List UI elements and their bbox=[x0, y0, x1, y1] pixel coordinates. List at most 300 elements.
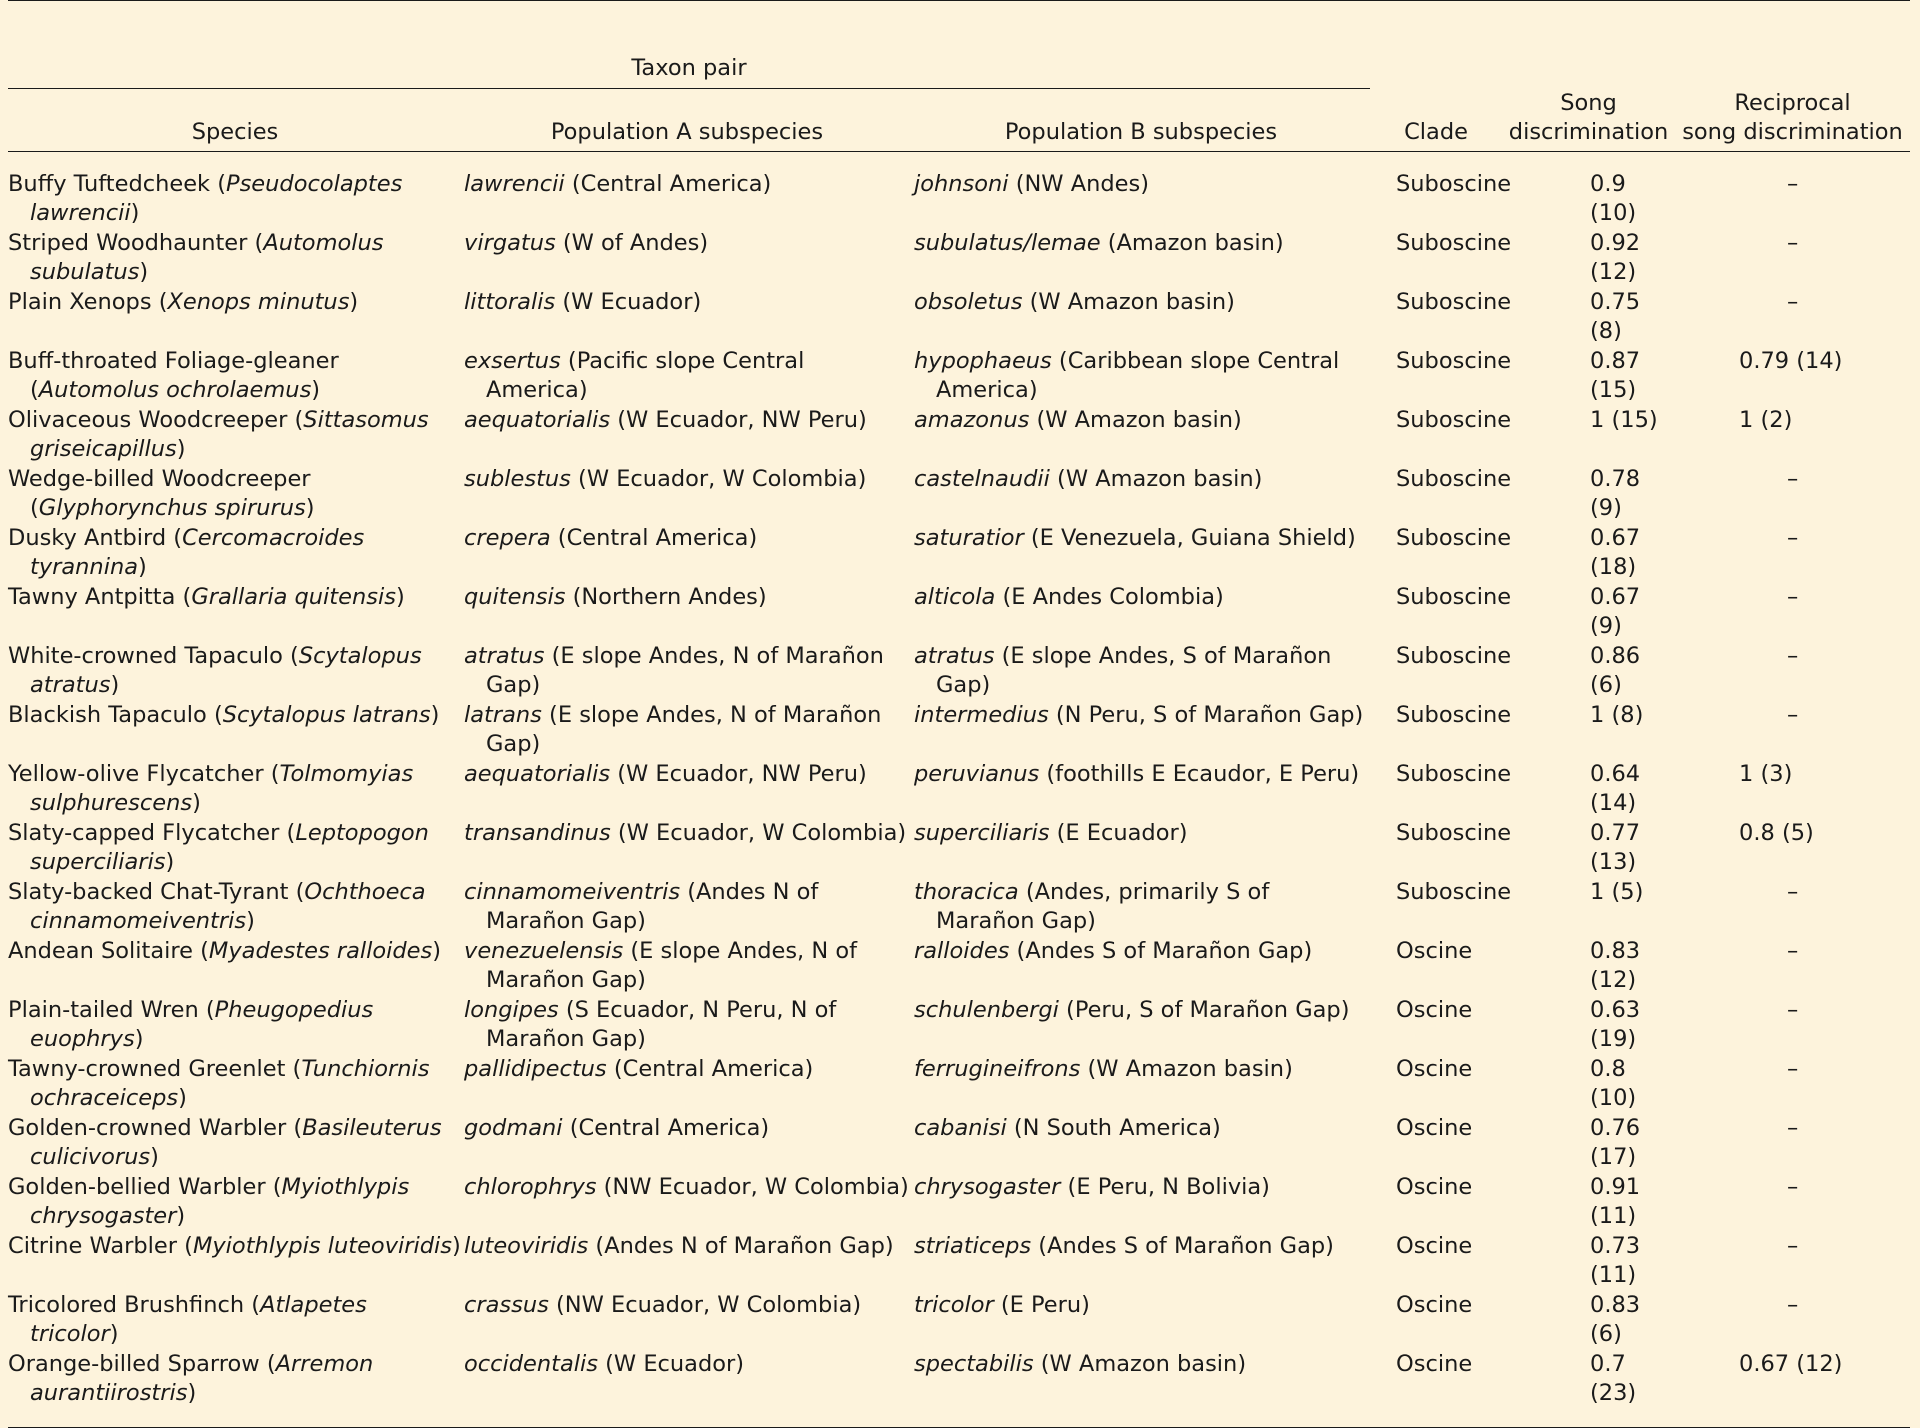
species-close-paren: ) bbox=[165, 848, 175, 875]
reciprocal-discrimination-cell: 0.8 (5) bbox=[1739, 819, 1814, 846]
species-scientific-name: Scytalopus atratus bbox=[30, 642, 422, 698]
species-cell bbox=[8, 1232, 462, 1291]
subspecies-name: sublestus bbox=[464, 465, 571, 492]
subspecies-range: (W Ecuador, W Colombia) bbox=[570, 465, 867, 492]
song-discrimination-cell: 0.7 (23) bbox=[1502, 1350, 1675, 1428]
population-b-text bbox=[914, 229, 1370, 258]
species-cell bbox=[8, 701, 462, 760]
reciprocal-discrimination-cell: – bbox=[1787, 524, 1799, 551]
subspecies-name: saturatior bbox=[914, 524, 1024, 551]
subspecies-range: (N South America) bbox=[1006, 1114, 1221, 1141]
population-b-cell bbox=[912, 1173, 1370, 1232]
clade-cell: Suboscine bbox=[1396, 288, 1512, 315]
subspecies-name: peruvianus bbox=[914, 760, 1040, 787]
population-b-cell bbox=[912, 1350, 1370, 1428]
species-name bbox=[8, 1173, 462, 1231]
population-a-text bbox=[464, 524, 912, 553]
species-close-paren: ) bbox=[139, 258, 149, 285]
species-name bbox=[8, 996, 462, 1054]
population-b-cell bbox=[912, 1232, 1370, 1291]
species-scientific-name: Automolus subulatus bbox=[30, 229, 384, 285]
population-b-cell bbox=[912, 465, 1370, 524]
song-discrimination-cell: 0.67 (9) bbox=[1590, 583, 1641, 639]
subspecies-name: intermedius bbox=[914, 701, 1049, 728]
data-table-container bbox=[8, 0, 1910, 1428]
subspecies-name: castelnaudii bbox=[914, 465, 1050, 492]
population-b-text bbox=[914, 1291, 1370, 1320]
species-cell bbox=[8, 996, 462, 1055]
species-common-name: Citrine Warbler ( bbox=[8, 1232, 193, 1259]
species-common-name: Dusky Antbird ( bbox=[8, 524, 183, 551]
table-row bbox=[8, 1291, 1910, 1350]
population-b-cell bbox=[912, 151, 1370, 229]
species-cell bbox=[8, 288, 462, 347]
species-common-name: Golden-crowned Warbler ( bbox=[8, 1114, 303, 1141]
clade-cell: Oscine bbox=[1370, 1350, 1502, 1428]
species-name bbox=[8, 1114, 462, 1172]
population-a-text bbox=[464, 701, 912, 759]
table-row bbox=[8, 701, 1910, 760]
reciprocal-discrimination-cell: – bbox=[1787, 1291, 1799, 1318]
population-a-text bbox=[464, 760, 912, 789]
species-close-paren: ) bbox=[176, 435, 186, 462]
species-common-name: Buffy Tuftedcheek ( bbox=[8, 170, 227, 197]
species-name bbox=[8, 760, 462, 818]
table-row bbox=[8, 406, 1910, 465]
species-close-paren: ) bbox=[110, 671, 120, 698]
species-common-name: Slaty-capped Flycatcher ( bbox=[8, 819, 296, 846]
reciprocal-discrimination-cell: – bbox=[1787, 229, 1799, 256]
population-b-text bbox=[914, 996, 1370, 1025]
species-cell bbox=[8, 1350, 462, 1428]
species-close-paren: ) bbox=[349, 288, 359, 315]
population-b-cell bbox=[912, 760, 1370, 819]
population-b-text bbox=[914, 465, 1370, 494]
population-b-cell bbox=[912, 1114, 1370, 1173]
population-a-text bbox=[464, 1055, 912, 1084]
subspecies-range: (Andes N of Marañon Gap) bbox=[486, 878, 819, 934]
population-a-text bbox=[464, 229, 912, 258]
song-discrimination-cell: 1 (15) bbox=[1590, 406, 1658, 433]
subspecies-range: (E slope Andes, N of Marañon Gap) bbox=[486, 701, 882, 757]
reciprocal-discrimination-cell: – bbox=[1787, 1232, 1799, 1259]
subspecies-name: lawrencii bbox=[464, 170, 565, 197]
subspecies-name: quitensis bbox=[464, 583, 566, 610]
population-b-text bbox=[914, 819, 1370, 848]
population-a-text bbox=[464, 288, 912, 317]
header-song-discrimination bbox=[1502, 89, 1675, 152]
subspecies-name: chlorophrys bbox=[464, 1173, 597, 1200]
species-cell bbox=[8, 151, 462, 229]
table-row bbox=[8, 347, 1910, 406]
population-b-text bbox=[914, 1055, 1370, 1084]
species-cell bbox=[8, 583, 462, 642]
species-scientific-name: Glyphorynchus spirurus bbox=[38, 494, 306, 521]
subspecies-name: obsoletus bbox=[914, 288, 1023, 315]
population-b-text bbox=[914, 937, 1370, 966]
subspecies-name: pallidipectus bbox=[464, 1055, 607, 1082]
population-b-text bbox=[914, 1232, 1370, 1261]
species-scientific-name: Grallaria quitensis bbox=[191, 583, 396, 610]
species-cell bbox=[8, 524, 462, 583]
population-b-cell bbox=[912, 878, 1370, 937]
song-discrimination-cell: 0.63 (19) bbox=[1590, 996, 1641, 1052]
species-scientific-name: Cercomacroides tyrannina bbox=[30, 524, 365, 580]
table-row bbox=[8, 229, 1910, 288]
population-a-text bbox=[464, 1291, 912, 1320]
clade-cell: Suboscine bbox=[1396, 701, 1512, 728]
species-scientific-name: Tolmomyias sulphurescens bbox=[30, 760, 414, 816]
subspecies-name: aequatorialis bbox=[464, 406, 611, 433]
reciprocal-discrimination-cell: – bbox=[1787, 170, 1799, 197]
clade-cell: Oscine bbox=[1396, 1173, 1473, 1200]
species-common-name: Slaty-backed Chat-Tyrant ( bbox=[8, 878, 305, 905]
clade-cell: Oscine bbox=[1396, 1114, 1473, 1141]
subspecies-name: alticola bbox=[914, 583, 996, 610]
table-row bbox=[8, 583, 1910, 642]
clade-cell: Oscine bbox=[1396, 1055, 1473, 1082]
population-a-text bbox=[464, 465, 912, 494]
species-name bbox=[8, 406, 462, 464]
subspecies-range: (NW Ecuador, W Colombia) bbox=[596, 1173, 909, 1200]
population-b-text bbox=[914, 760, 1370, 789]
subspecies-name: subulatus/lemae bbox=[914, 229, 1101, 256]
subspecies-range: (S Ecuador, N Peru, N of Marañon Gap) bbox=[486, 996, 837, 1052]
population-a-cell bbox=[462, 347, 912, 406]
subspecies-range: (E slope Andes, S of Marañon Gap) bbox=[936, 642, 1332, 698]
species-close-paren: ) bbox=[130, 199, 140, 226]
table-row bbox=[8, 1350, 1910, 1428]
population-a-cell bbox=[462, 406, 912, 465]
clade-cell: Suboscine bbox=[1396, 229, 1512, 256]
population-b-cell bbox=[912, 229, 1370, 288]
species-cell bbox=[8, 406, 462, 465]
species-close-paren: ) bbox=[150, 1143, 159, 1170]
population-a-text bbox=[464, 1232, 912, 1261]
header-species: Species bbox=[8, 89, 462, 152]
species-cell bbox=[8, 878, 462, 937]
table-row bbox=[8, 465, 1910, 524]
species-close-paren: ) bbox=[452, 1232, 461, 1259]
clade-cell: Suboscine bbox=[1396, 760, 1512, 787]
table-row bbox=[8, 996, 1910, 1055]
subspecies-name: longipes bbox=[464, 996, 559, 1023]
subspecies-name: venezuelensis bbox=[464, 937, 624, 964]
subspecies-range: (Andes S of Marañon Gap) bbox=[1031, 1232, 1334, 1259]
species-name bbox=[8, 642, 462, 700]
population-b-cell bbox=[912, 642, 1370, 701]
population-a-cell bbox=[462, 1114, 912, 1173]
population-b-cell bbox=[912, 701, 1370, 760]
subspecies-name: chrysogaster bbox=[914, 1173, 1061, 1200]
header-song-line2: discrimination bbox=[1508, 118, 1669, 145]
species-name bbox=[8, 1291, 462, 1349]
population-a-text bbox=[464, 347, 912, 405]
subspecies-range: (NW Andes) bbox=[1008, 170, 1149, 197]
table-row bbox=[8, 878, 1910, 937]
subspecies-range: (Northern Andes) bbox=[565, 583, 767, 610]
population-b-text bbox=[914, 583, 1370, 612]
subspecies-range: (foothills E Ecaudor, E Peru) bbox=[1039, 760, 1360, 787]
population-a-cell bbox=[462, 151, 912, 229]
song-discrimination-cell: 0.83 (6) bbox=[1590, 1291, 1641, 1347]
species-scientific-name: Xenops minutus bbox=[167, 288, 350, 315]
subspecies-range: (Central America) bbox=[606, 1055, 814, 1082]
subspecies-range: (NW Ecuador, W Colombia) bbox=[548, 1291, 862, 1318]
species-close-paren: ) bbox=[109, 1320, 119, 1347]
species-common-name: Olivaceous Woodcreeper ( bbox=[8, 406, 304, 433]
song-discrimination-cell: 0.91 (11) bbox=[1590, 1173, 1641, 1229]
clade-cell: Oscine bbox=[1396, 937, 1473, 964]
subspecies-name: latrans bbox=[464, 701, 542, 728]
subspecies-range: (W Ecuador) bbox=[555, 288, 702, 315]
population-b-text bbox=[914, 878, 1370, 936]
clade-cell: Suboscine bbox=[1396, 406, 1512, 433]
subspecies-name: littoralis bbox=[464, 288, 556, 315]
subspecies-name: aequatorialis bbox=[464, 760, 611, 787]
table-body bbox=[8, 151, 1910, 1427]
population-a-cell bbox=[462, 760, 912, 819]
table-row bbox=[8, 524, 1910, 583]
population-b-text bbox=[914, 1350, 1370, 1379]
song-discrimination-cell: 0.83 (12) bbox=[1590, 937, 1641, 993]
subspecies-range: (Amazon basin) bbox=[1100, 229, 1284, 256]
subspecies-name: cabanisi bbox=[914, 1114, 1007, 1141]
song-discrimination-cell: 1 (8) bbox=[1590, 701, 1644, 728]
species-cell bbox=[8, 819, 462, 878]
species-close-paren: ) bbox=[395, 583, 405, 610]
population-b-text bbox=[914, 1114, 1370, 1143]
header-population-a: Population A subspecies bbox=[462, 89, 912, 152]
subspecies-range: (W Ecuador, W Colombia) bbox=[610, 819, 907, 846]
reciprocal-discrimination-cell: – bbox=[1787, 288, 1799, 315]
song-discrimination-cell: 0.92 (12) bbox=[1590, 229, 1641, 285]
clade-cell: Oscine bbox=[1396, 996, 1473, 1023]
reciprocal-discrimination-cell: – bbox=[1787, 1173, 1799, 1200]
clade-cell: Suboscine bbox=[1396, 642, 1512, 669]
species-cell bbox=[8, 347, 462, 406]
subspecies-name: tricolor bbox=[914, 1291, 994, 1318]
species-scientific-name: Arremon aurantiirostris bbox=[30, 1350, 374, 1406]
species-name bbox=[8, 229, 462, 287]
reciprocal-discrimination-cell: – bbox=[1787, 1055, 1799, 1082]
header-recip-line2: song discrimination bbox=[1682, 118, 1903, 145]
subspecies-range: (Andes N of Marañon Gap) bbox=[588, 1232, 894, 1259]
species-common-name: White-crowned Tapaculo ( bbox=[8, 642, 299, 669]
subspecies-name: amazonus bbox=[914, 406, 1030, 433]
subspecies-range: (E slope Andes, N of Marañon Gap) bbox=[486, 642, 884, 698]
species-cell bbox=[8, 1173, 462, 1232]
species-name bbox=[8, 288, 462, 317]
population-a-text bbox=[464, 642, 912, 700]
population-a-text bbox=[464, 1114, 912, 1143]
clade-cell: Suboscine bbox=[1396, 819, 1512, 846]
population-b-cell bbox=[912, 288, 1370, 347]
population-b-text bbox=[914, 288, 1370, 317]
subspecies-range: (W Ecuador, NW Peru) bbox=[610, 406, 867, 433]
species-common-name: Wedge-billed Woodcreeper ( bbox=[8, 465, 311, 521]
species-close-paren: ) bbox=[430, 701, 440, 728]
subspecies-range: (W Amazon basin) bbox=[1080, 1055, 1293, 1082]
species-close-paren: ) bbox=[305, 494, 315, 521]
subspecies-range: (E Andes Colombia) bbox=[995, 583, 1224, 610]
table-row bbox=[8, 1055, 1910, 1114]
clade-cell: Suboscine bbox=[1396, 465, 1512, 492]
population-a-text bbox=[464, 406, 912, 435]
table-row bbox=[8, 1114, 1910, 1173]
species-name bbox=[8, 1350, 462, 1408]
population-a-cell bbox=[462, 878, 912, 937]
reciprocal-discrimination-cell: 1 (2) bbox=[1739, 406, 1793, 433]
population-a-text bbox=[464, 583, 912, 612]
reciprocal-discrimination-cell: – bbox=[1787, 583, 1799, 610]
species-scientific-name: Sittasomus griseicapillus bbox=[30, 406, 429, 462]
subspecies-name: occidentalis bbox=[464, 1350, 598, 1377]
population-a-text bbox=[464, 819, 912, 848]
population-a-text bbox=[464, 937, 912, 995]
subspecies-name: luteoviridis bbox=[464, 1232, 589, 1259]
species-common-name: Tawny Antpitta ( bbox=[8, 583, 192, 610]
table-row bbox=[8, 288, 1910, 347]
species-scientific-name: Atlapetes tricolor bbox=[30, 1291, 367, 1347]
song-discrimination-cell: 0.64 (14) bbox=[1590, 760, 1641, 816]
species-name bbox=[8, 465, 462, 523]
subspecies-name: exsertus bbox=[464, 347, 561, 374]
species-common-name: Tricolored Brushfinch ( bbox=[8, 1291, 261, 1318]
table-row bbox=[8, 760, 1910, 819]
species-close-paren: ) bbox=[432, 937, 442, 964]
subspecies-range: (E Ecuador) bbox=[1049, 819, 1188, 846]
population-b-cell bbox=[912, 1055, 1370, 1114]
taxon-pair-table bbox=[8, 0, 1910, 1428]
population-a-text bbox=[464, 170, 912, 199]
reciprocal-discrimination-cell: – bbox=[1787, 642, 1799, 669]
subspecies-range: (W of Andes) bbox=[555, 229, 709, 256]
species-common-name: Golden-bellied Warbler ( bbox=[8, 1173, 282, 1200]
population-a-text bbox=[464, 996, 912, 1054]
species-name bbox=[8, 1055, 462, 1113]
species-close-paren: ) bbox=[134, 1025, 144, 1052]
population-a-text bbox=[464, 878, 912, 936]
species-name bbox=[8, 878, 462, 936]
population-a-cell bbox=[462, 937, 912, 996]
clade-cell: Suboscine bbox=[1396, 170, 1512, 197]
population-b-cell bbox=[912, 937, 1370, 996]
subspecies-name: striaticeps bbox=[914, 1232, 1032, 1259]
population-b-text bbox=[914, 347, 1370, 405]
species-close-paren: ) bbox=[192, 789, 201, 816]
species-name bbox=[8, 524, 462, 582]
reciprocal-discrimination-cell: – bbox=[1787, 937, 1799, 964]
species-scientific-name: Tunchiornis ochraceiceps bbox=[30, 1055, 430, 1111]
song-discrimination-cell: 0.86 (6) bbox=[1590, 642, 1641, 698]
species-cell bbox=[8, 937, 462, 996]
population-a-cell bbox=[462, 1350, 912, 1428]
subspecies-name: johnsoni bbox=[914, 170, 1009, 197]
species-common-name: Tawny-crowned Greenlet ( bbox=[8, 1055, 302, 1082]
population-b-cell bbox=[912, 347, 1370, 406]
species-close-paren: ) bbox=[176, 1202, 186, 1229]
population-b-cell bbox=[912, 996, 1370, 1055]
population-b-text bbox=[914, 701, 1370, 730]
subspecies-name: godmani bbox=[464, 1114, 563, 1141]
species-name bbox=[8, 1232, 462, 1261]
song-discrimination-cell: 0.76 (17) bbox=[1590, 1114, 1641, 1170]
song-discrimination-cell: 0.77 (13) bbox=[1590, 819, 1641, 875]
species-name bbox=[8, 937, 462, 966]
subspecies-range: (Peru, S of Marañon Gap) bbox=[1058, 996, 1350, 1023]
reciprocal-discrimination-cell: 1 (3) bbox=[1739, 760, 1793, 787]
population-b-cell bbox=[912, 583, 1370, 642]
species-name bbox=[8, 583, 462, 612]
table-row bbox=[8, 937, 1910, 996]
species-common-name: Yellow-olive Flycatcher ( bbox=[8, 760, 280, 787]
clade-cell: Oscine bbox=[1396, 1291, 1473, 1318]
species-common-name: Striped Woodhaunter ( bbox=[8, 229, 264, 256]
clade-cell: Oscine bbox=[1396, 1232, 1473, 1259]
subspecies-range: (W Amazon basin) bbox=[1033, 1350, 1247, 1377]
subspecies-range: (Andes S of Marañon Gap) bbox=[1009, 937, 1313, 964]
subspecies-name: ralloides bbox=[914, 937, 1010, 964]
subspecies-name: virgatus bbox=[464, 229, 556, 256]
population-b-text bbox=[914, 524, 1370, 553]
subspecies-name: hypophaeus bbox=[914, 347, 1052, 374]
subspecies-name: crassus bbox=[464, 1291, 549, 1318]
population-a-text bbox=[464, 1173, 912, 1202]
species-close-paren: ) bbox=[178, 1084, 187, 1111]
subspecies-range: (W Ecuador) bbox=[597, 1350, 745, 1377]
species-name bbox=[8, 701, 462, 730]
species-scientific-name: Myiothlypis luteoviridis bbox=[192, 1232, 453, 1259]
species-cell bbox=[8, 642, 462, 701]
song-discrimination-cell: 0.8 (10) bbox=[1590, 1055, 1637, 1111]
subspecies-range: (Central America) bbox=[562, 1114, 770, 1141]
subspecies-range: (Central America) bbox=[550, 524, 758, 551]
subspecies-name: spectabilis bbox=[914, 1350, 1034, 1377]
subspecies-range: (W Amazon basin) bbox=[1029, 406, 1242, 433]
clade-cell: Suboscine bbox=[1396, 524, 1512, 551]
table-row bbox=[8, 1232, 1910, 1291]
population-a-cell bbox=[462, 642, 912, 701]
song-discrimination-cell: 0.78 (9) bbox=[1590, 465, 1641, 521]
header-recip-line1: Reciprocal bbox=[1734, 89, 1851, 116]
population-a-cell bbox=[462, 583, 912, 642]
species-close-paren: ) bbox=[138, 553, 147, 580]
species-scientific-name: Scytalopus latrans bbox=[222, 701, 431, 728]
population-a-cell bbox=[462, 1173, 912, 1232]
species-close-paren: ) bbox=[246, 907, 255, 934]
population-b-cell bbox=[912, 1291, 1370, 1350]
species-name bbox=[8, 347, 462, 405]
population-a-cell bbox=[462, 229, 912, 288]
subspecies-range: (W Ecuador, NW Peru) bbox=[610, 760, 867, 787]
subspecies-name: atratus bbox=[464, 642, 545, 669]
subspecies-range: (E slope Andes, N of Marañon Gap) bbox=[486, 937, 858, 993]
subspecies-name: atratus bbox=[914, 642, 995, 669]
species-common-name: Plain-tailed Wren ( bbox=[8, 996, 215, 1023]
species-name bbox=[8, 819, 462, 877]
song-discrimination-cell: 0.73 (11) bbox=[1590, 1232, 1641, 1288]
species-scientific-name: Basileuterus culicivorus bbox=[30, 1114, 442, 1170]
population-a-cell bbox=[462, 701, 912, 760]
song-discrimination-cell: 1 (5) bbox=[1590, 878, 1644, 905]
species-close-paren: ) bbox=[187, 1379, 197, 1406]
header-clade: Clade bbox=[1370, 89, 1502, 152]
reciprocal-discrimination-cell: 0.67 (12) bbox=[1675, 1350, 1910, 1428]
population-a-text bbox=[464, 1350, 912, 1379]
subspecies-range: (E Peru) bbox=[993, 1291, 1090, 1318]
clade-cell: Suboscine bbox=[1396, 583, 1512, 610]
